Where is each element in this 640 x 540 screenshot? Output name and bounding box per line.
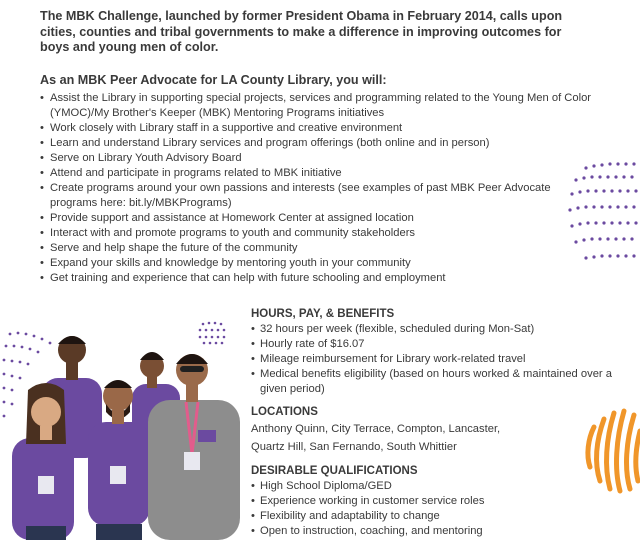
hours-pay-benefits-title: HOURS, PAY, & BENEFITS <box>251 308 395 320</box>
list-item: • Attend and participate in programs related to MBK initiative <box>40 166 600 181</box>
peer-advocates-group-photo <box>0 326 240 540</box>
list-item: • Learn and understand Library services and program offerings (both online and in person) <box>40 136 600 151</box>
locations-title: LOCATIONS <box>251 406 318 418</box>
qualifications-title: DESIRABLE QUALIFICATIONS <box>251 465 418 477</box>
locations-text: Anthony Quinn, City Terrace, Compton, Lancaster, Quartz Hill, San Fernando, South Whittier <box>251 423 501 453</box>
list-item: • Work closely with Library staff in a supportive and creative environment <box>40 121 600 136</box>
list-item: • Interact with and promote programs to youth and community stakeholders <box>40 226 600 241</box>
details-column <box>251 307 621 539</box>
list-item: • Expand your skills and knowledge by mentoring youth in your community <box>40 256 600 271</box>
peer-advocate-heading: As an MBK Peer Advocate for LA County Library, you will: <box>40 73 387 87</box>
purple-dots-decoration <box>566 158 640 270</box>
list-item: • Experience working in customer service roles <box>251 494 621 509</box>
qualifications-list <box>251 479 621 539</box>
list-item: • Create programs around your own passions and interests (see examples of past MBK Peer Advocate programs here: bit.ly/MBKPrograms) <box>40 181 600 211</box>
list-item: • 32 hours per week (flexible, scheduled during Mon-Sat) <box>251 322 621 337</box>
list-item: • Flexibility and adaptability to change <box>251 509 621 524</box>
list-item: • Provide support and assistance at Homework Center at assigned location <box>40 211 600 226</box>
list-item: • Assist the Library in supporting special projects, services and programming related to the Young Men of Color (YMOC)/My Brother's Keeper (MBK) Mentoring Programs initiatives <box>40 91 600 121</box>
duties-list <box>40 91 600 286</box>
hours-list <box>251 322 621 397</box>
orange-stripes-decoration <box>576 405 640 497</box>
list-item: • Serve on Library Youth Advisory Board <box>40 151 600 166</box>
intro-paragraph: The MBK Challenge, launched by former President Obama in February 2014, calls upon cities, counties and tribal governments to make a difference in improving outcomes for boys and young men of color. <box>40 9 563 54</box>
list-item: • High School Diploma/GED <box>251 479 621 494</box>
list-item: • Get training and experience that can help with future schooling and employment <box>40 271 600 286</box>
list-item: • Hourly rate of $16.07 <box>251 337 621 352</box>
list-item: • Medical benefits eligibility (based on hours worked & maintained over a given period) <box>251 367 621 397</box>
list-item: • Mileage reimbursement for Library work-related travel <box>251 352 621 367</box>
list-item: • Serve and help shape the future of the community <box>40 241 600 256</box>
list-item: • Open to instruction, coaching, and mentoring <box>251 524 621 539</box>
